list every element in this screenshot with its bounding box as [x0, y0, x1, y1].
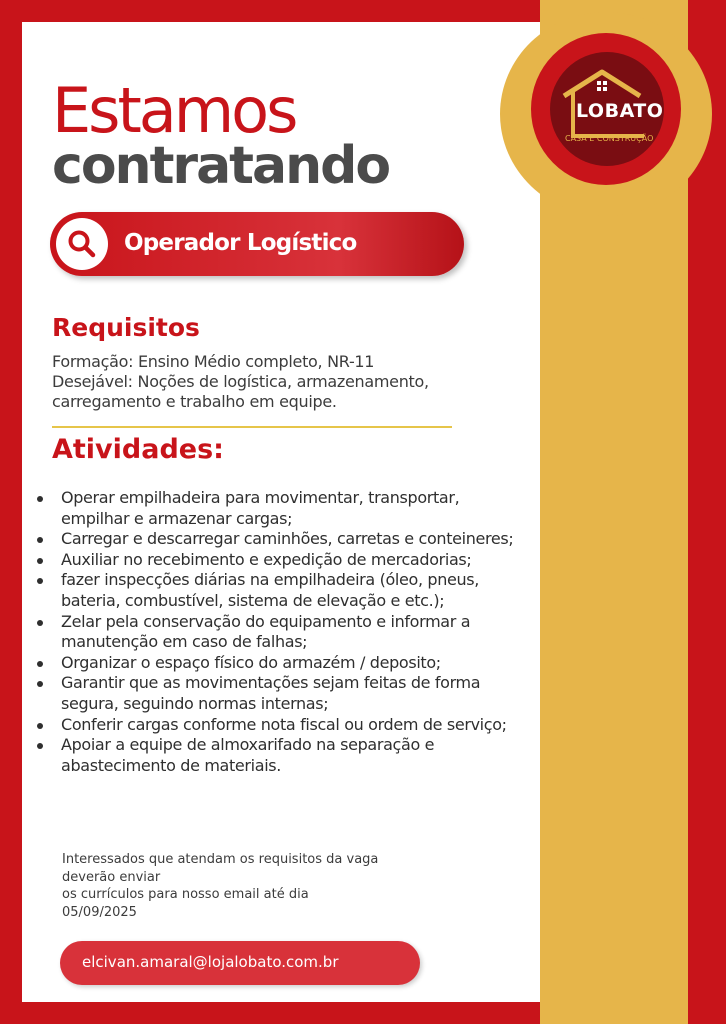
requirement-line: carregamento e trabalho em equipe. [52, 392, 337, 411]
activity-item: Organizar o espaço físico do armazém / deposito; [30, 653, 532, 674]
logo-tagline: CASA E CONSTRUÇÃO [565, 134, 654, 143]
application-instructions [62, 851, 378, 921]
logo-name: LOBATO [576, 100, 664, 122]
activity-item: Operar empilhadeira para movimentar, transportar, empilhar e armazenar cargas; [30, 488, 532, 529]
requirement-line: Desejável: Noções de logística, armazenamento, [52, 372, 429, 391]
activity-item: Zelar pela conservação do equipamento e informar a manutenção em caso de falhas; [30, 612, 532, 653]
job-title: Operador Logístico [124, 230, 357, 256]
requirements-heading: Requisitos [52, 313, 200, 342]
email-button[interactable] [60, 941, 420, 985]
headline-estamos: Estamos [52, 74, 296, 147]
activities-heading: Atividades: [52, 434, 224, 465]
activity-item: Auxiliar no recebimento e expedição de mercadorias; [30, 550, 532, 571]
search-icon [66, 228, 98, 260]
section-divider [52, 426, 452, 428]
search-icon-badge [56, 218, 108, 270]
deadline-date: 05/09/2025 [62, 904, 137, 920]
instruction-line: Interessados que atendam os requisitos da vaga [62, 852, 379, 867]
requirements-text [52, 352, 522, 412]
headline-contratando: contratando [52, 136, 390, 196]
activities-list [30, 488, 532, 776]
requirement-line: Formação: Ensino Médio completo, NR-11 [52, 352, 375, 371]
job-title-banner [50, 212, 464, 276]
email-address[interactable]: elcivan.amaral@lojalobato.com.br [82, 953, 339, 971]
activity-item: Conferir cargas conforme nota fiscal ou ordem de serviço; [30, 715, 532, 736]
instruction-line: deverão enviar [62, 869, 161, 885]
activity-item: Garantir que as movimentações sejam feitas de forma segura, seguindo normas internas; [30, 673, 532, 714]
activity-item: Carregar e descarregar caminhões, carretas e conteineres; [30, 529, 532, 550]
instruction-line: os currículos para nosso email até dia [62, 887, 309, 902]
activity-item: fazer inspecções diárias na empilhadeira (óleo, pneus, bateria, combustível, sistema de elevação e etc.); [30, 570, 532, 611]
activity-item: Apoiar a equipe de almoxarifado na separação e abastecimento de materiais. [30, 735, 532, 776]
